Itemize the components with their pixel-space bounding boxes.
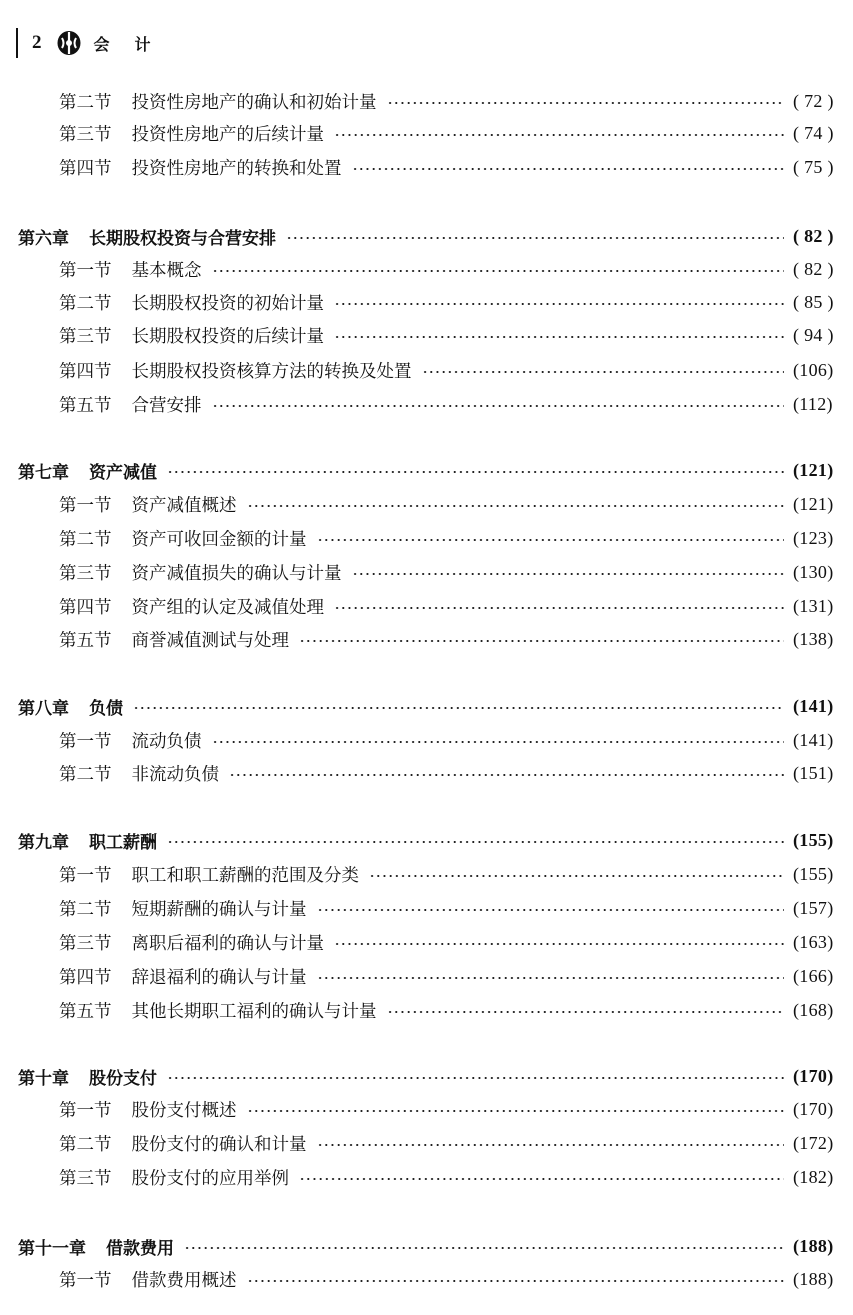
- dot-leader: [317, 1144, 785, 1146]
- section-number: 第三节: [59, 933, 112, 954]
- toc-section-entry: [0, 1128, 853, 1158]
- section-number: 第二节: [59, 293, 112, 314]
- toc-chapter-entry: [0, 455, 853, 485]
- section-title: 投资性房地产的后续计量: [131, 124, 324, 145]
- section-title: 长期股权投资的后续计量: [131, 326, 324, 347]
- toc-section-entry: [0, 591, 853, 621]
- toc-section-entry: [0, 523, 853, 553]
- chapter-number: 第七章: [18, 462, 69, 483]
- book-title-char-2: 计: [134, 34, 152, 54]
- page-reference: (188): [793, 1235, 834, 1256]
- page-reference: (121): [793, 459, 834, 480]
- toc-section-entry: [0, 758, 853, 788]
- chapter-title: 股份支付: [89, 1068, 157, 1089]
- dot-leader: [247, 505, 785, 507]
- section-number: 第四节: [59, 361, 112, 382]
- section-title: 股份支付的应用举例: [131, 1168, 289, 1189]
- section-title: 资产可收回金额的计量: [131, 529, 307, 550]
- section-number: 第三节: [59, 1168, 112, 1189]
- dot-leader: [299, 1178, 784, 1180]
- toc-section-entry: [0, 287, 853, 317]
- dot-leader: [317, 539, 785, 541]
- toc-section-entry: [0, 725, 853, 755]
- section-title: 投资性房地产的转换和处置: [131, 158, 342, 179]
- section-title: 短期薪酬的确认与计量: [131, 899, 307, 920]
- section-title: 合营安排: [131, 395, 202, 416]
- dot-leader: [352, 573, 785, 575]
- section-number: 第一节: [59, 495, 112, 516]
- page-reference: (182): [793, 1166, 834, 1187]
- chapter-title: 长期股权投资与合营安排: [89, 228, 276, 249]
- section-number: 第三节: [59, 326, 112, 347]
- dot-leader: [334, 134, 784, 136]
- dot-leader: [387, 1011, 785, 1013]
- toc-section-entry: [0, 893, 853, 923]
- toc-section-entry: [0, 320, 853, 350]
- chapter-title: 借款费用: [106, 1238, 174, 1259]
- chapter-number: 第十章: [18, 1068, 69, 1089]
- section-number: 第三节: [59, 124, 112, 145]
- page-reference: (123): [793, 527, 834, 548]
- dot-leader: [212, 405, 785, 407]
- dot-leader: [369, 875, 784, 877]
- section-title: 股份支付概述: [131, 1100, 237, 1121]
- page-reference: (155): [793, 863, 834, 884]
- toc-chapter-entry: [0, 1061, 853, 1091]
- section-number: 第二节: [59, 764, 112, 785]
- toc-section-entry: [0, 1162, 853, 1192]
- page-reference: (188): [793, 1268, 834, 1289]
- page-reference: (155): [793, 829, 834, 850]
- section-title: 借款费用概述: [131, 1270, 237, 1291]
- chapter-number: 第八章: [18, 698, 69, 719]
- dot-leader: [167, 1077, 784, 1079]
- section-number: 第二节: [59, 1134, 112, 1155]
- page-reference: (172): [793, 1132, 834, 1153]
- page-reference: (157): [793, 897, 834, 918]
- section-title: 流动负债: [131, 731, 202, 752]
- section-number: 第一节: [59, 1270, 112, 1291]
- page-header: [16, 26, 152, 60]
- page-reference: (170): [793, 1098, 834, 1119]
- page-reference: ( 72 ): [793, 90, 834, 111]
- toc-chapter-entry: [0, 825, 853, 855]
- book-title: [94, 32, 152, 55]
- section-title: 长期股权投资核算方法的转换及处置: [131, 361, 412, 382]
- toc-section-entry: [0, 152, 853, 182]
- section-number: 第五节: [59, 395, 112, 416]
- chapter-title: 资产减值: [89, 462, 157, 483]
- chapter-title: 负债: [89, 698, 123, 719]
- toc-section-entry: [0, 927, 853, 957]
- dot-leader: [212, 270, 785, 272]
- dot-leader: [133, 707, 784, 709]
- dot-leader: [184, 1247, 784, 1249]
- section-title: 商誉减值测试与处理: [131, 630, 289, 651]
- page-reference: ( 85 ): [793, 291, 834, 312]
- dot-leader: [317, 977, 785, 979]
- dot-leader: [317, 909, 785, 911]
- page-reference: ( 82 ): [793, 258, 834, 279]
- toc-section-entry: [0, 254, 853, 284]
- page-reference: (141): [793, 695, 834, 716]
- dot-leader: [167, 471, 784, 473]
- dot-leader: [229, 774, 784, 776]
- dot-leader: [387, 102, 785, 104]
- page-reference: ( 94 ): [793, 324, 834, 345]
- dot-leader: [167, 841, 784, 843]
- section-number: 第一节: [59, 260, 112, 281]
- page-reference: (163): [793, 931, 834, 952]
- chapter-number: 第九章: [18, 832, 69, 853]
- toc-section-entry: [0, 355, 853, 385]
- dot-leader: [352, 168, 785, 170]
- section-number: 第四节: [59, 597, 112, 618]
- page-reference: (141): [793, 729, 834, 750]
- section-title: 股份支付的确认和计量: [131, 1134, 307, 1155]
- page-reference: (106): [793, 359, 834, 380]
- section-title: 长期股权投资的初始计量: [131, 293, 324, 314]
- chapter-title: 职工薪酬: [89, 832, 157, 853]
- page-reference: ( 82 ): [793, 225, 834, 246]
- section-number: 第一节: [59, 1100, 112, 1121]
- page-reference: ( 75 ): [793, 156, 834, 177]
- section-title: 其他长期职工福利的确认与计量: [131, 1001, 377, 1022]
- toc-chapter-entry: [0, 221, 853, 251]
- dot-leader: [334, 336, 784, 338]
- section-title: 资产组的认定及减值处理: [131, 597, 324, 618]
- page-reference: (138): [793, 628, 834, 649]
- section-title: 离职后福利的确认与计量: [131, 933, 324, 954]
- dot-leader: [334, 607, 784, 609]
- section-title: 资产减值概述: [131, 495, 237, 516]
- publisher-logo-icon: [56, 30, 82, 56]
- toc-chapter-entry: [0, 691, 853, 721]
- chapter-number: 第十一章: [18, 1238, 86, 1259]
- page-reference: (131): [793, 595, 834, 616]
- toc-section-entry: [0, 859, 853, 889]
- section-number: 第一节: [59, 731, 112, 752]
- dot-leader: [247, 1280, 785, 1282]
- dot-leader: [286, 237, 784, 239]
- section-title: 投资性房地产的确认和初始计量: [131, 92, 377, 113]
- toc-section-entry: [0, 389, 853, 419]
- toc-section-entry: [0, 557, 853, 587]
- section-number: 第二节: [59, 92, 112, 113]
- dot-leader: [422, 371, 785, 373]
- page-reference: (168): [793, 999, 834, 1020]
- page-reference: (121): [793, 493, 834, 514]
- section-title: 辞退福利的确认与计量: [131, 967, 307, 988]
- page-reference: (112): [793, 393, 833, 414]
- page-reference: (130): [793, 561, 834, 582]
- toc-section-entry: [0, 86, 853, 116]
- section-number: 第二节: [59, 529, 112, 550]
- section-number: 第四节: [59, 967, 112, 988]
- section-title: 非流动负债: [131, 764, 219, 785]
- toc-chapter-entry: [0, 1231, 853, 1261]
- page-reference: (151): [793, 762, 834, 783]
- dot-leader: [334, 943, 784, 945]
- section-number: 第三节: [59, 563, 112, 584]
- section-number: 第二节: [59, 899, 112, 920]
- toc-section-entry: [0, 995, 853, 1025]
- dot-leader: [247, 1110, 785, 1112]
- header-rule: [16, 28, 18, 58]
- toc-section-entry: [0, 624, 853, 654]
- page-number: 2: [32, 32, 42, 53]
- toc-section-entry: [0, 489, 853, 519]
- section-number: 第五节: [59, 630, 112, 651]
- toc-section-entry: [0, 961, 853, 991]
- book-title-char-1: 会: [93, 34, 111, 54]
- toc-section-entry: [0, 1094, 853, 1124]
- dot-leader: [299, 640, 784, 642]
- section-number: 第五节: [59, 1001, 112, 1022]
- page-reference: (166): [793, 965, 834, 986]
- dot-leader: [334, 303, 784, 305]
- toc-section-entry: [0, 118, 853, 148]
- toc-section-entry: [0, 1264, 853, 1294]
- dot-leader: [212, 741, 785, 743]
- section-title: 基本概念: [131, 260, 202, 281]
- section-title: 资产减值损失的确认与计量: [131, 563, 342, 584]
- chapter-number: 第六章: [18, 228, 69, 249]
- page-reference: ( 74 ): [793, 122, 834, 143]
- section-number: 第一节: [59, 865, 112, 886]
- section-title: 职工和职工薪酬的范围及分类: [131, 865, 359, 886]
- page-reference: (170): [793, 1065, 834, 1086]
- section-number: 第四节: [59, 158, 112, 179]
